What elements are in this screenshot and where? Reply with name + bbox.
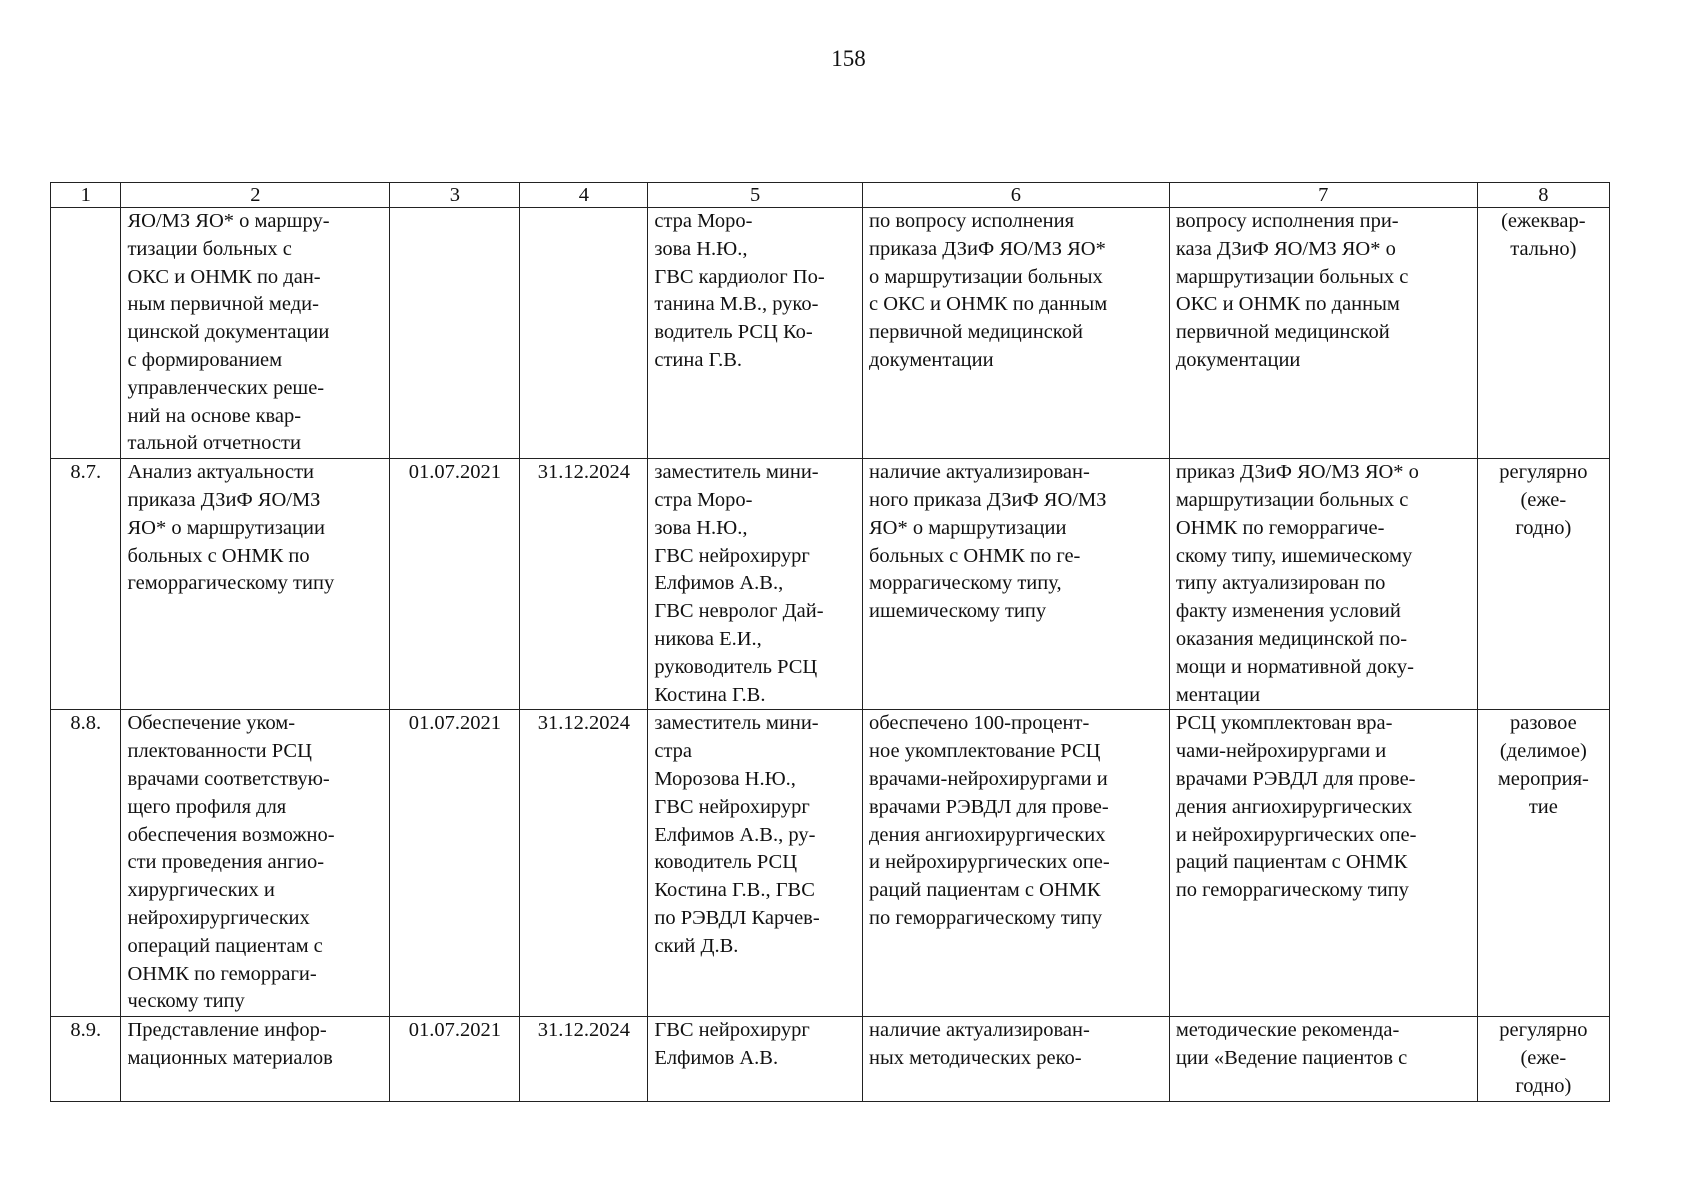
row-number: 8.7.: [51, 459, 121, 710]
start-date-cell: [390, 208, 520, 459]
start-date-cell: 01.07.2021: [390, 1017, 520, 1101]
header-row: [51, 183, 1610, 208]
page-number: 158: [831, 46, 866, 71]
row-number: 8.9.: [51, 1017, 121, 1101]
indicator-cell: обеспечено 100-процент- ное укомплектование РСЦ врачами-нейрохирургами и врачами РЭВДЛ для прове- дения ангиохирургических и нейрохирургических опе- раций пациентам с ОНМК по геморрагическому типу: [863, 710, 1170, 1017]
result-cell: методические рекоменда- ции «Ведение пациентов с: [1169, 1017, 1477, 1101]
table-row: [51, 208, 1610, 459]
period-cell: регулярно (еже- годно): [1477, 459, 1609, 710]
column-header: 8: [1477, 183, 1609, 208]
indicator-cell: наличие актуализирован- ных методических реко-: [863, 1017, 1170, 1101]
event-cell: ЯО/МЗ ЯО* о маршру- тизации больных с ОКС и ОНМК по дан- ным первичной меди- цинской документации с формированием управленческих реше- ний на основе квар- тальной отчетности: [121, 208, 390, 459]
event-cell: Представление инфор- мационных материалов: [121, 1017, 390, 1101]
start-date-cell: 01.07.2021: [390, 710, 520, 1017]
responsible-cell: стра Моро- зова Н.Ю., ГВС кардиолог По- танина М.В., руко- водитель РСЦ Ко- стина Г.В.: [648, 208, 863, 459]
event-cell: Обеспечение уком- плектованности РСЦ врачами соответствую- щего профиля для обеспечения возможно- сти проведения ангио- хирургических и нейрохирургических операций пациентам с ОНМК по геморраги- ческому типу: [121, 710, 390, 1017]
result-cell: вопросу исполнения при- каза ДЗиФ ЯО/МЗ ЯО* о маршрутизации больных с ОКС и ОНМК по данным первичной медицинской документации: [1169, 208, 1477, 459]
period-cell: регулярно (еже- годно): [1477, 1017, 1609, 1101]
end-date-cell: 31.12.2024: [520, 710, 648, 1017]
responsible-cell: заместитель мини- стра Морозова Н.Ю., ГВС нейрохирург Елфимов А.В., ру- ководитель РСЦ Костина Г.В., ГВС по РЭВДЛ Карчев- ский Д.В.: [648, 710, 863, 1017]
table-row: [51, 710, 1610, 1017]
end-date-cell: 31.12.2024: [520, 1017, 648, 1101]
table-row: [51, 1017, 1610, 1101]
end-date-cell: [520, 208, 648, 459]
table-row: [51, 459, 1610, 710]
period-cell: разовое (делимое) мероприя- тие: [1477, 710, 1609, 1017]
column-header: 3: [390, 183, 520, 208]
end-date-cell: 31.12.2024: [520, 459, 648, 710]
indicator-cell: наличие актуализирован- ного приказа ДЗиФ ЯО/МЗ ЯО* о маршрутизации больных с ОНМК по ге- моррагическому типу, ишемическому типу: [863, 459, 1170, 710]
result-cell: приказ ДЗиФ ЯО/МЗ ЯО* о маршрутизации больных с ОНМК по геморрагиче- скому типу, ишемическому типу актуализирован по факту изменения условий оказания медицинской по- мощи и нормативной доку- ментации: [1169, 459, 1477, 710]
period-cell: (ежеквар- тально): [1477, 208, 1609, 459]
responsible-cell: ГВС нейрохирург Елфимов А.В.: [648, 1017, 863, 1101]
column-header: 5: [648, 183, 863, 208]
plan-table: [50, 182, 1610, 1102]
column-header: 6: [863, 183, 1170, 208]
column-header: 4: [520, 183, 648, 208]
responsible-cell: заместитель мини- стра Моро- зова Н.Ю., ГВС нейрохирург Елфимов А.В., ГВС невролог Дай- никова Е.И., руководитель РСЦ Костина Г.В.: [648, 459, 863, 710]
result-cell: РСЦ укомплектован вра- чами-нейрохирургами и врачами РЭВДЛ для прове- дения ангиохирургических и нейрохирургических опе- раций пациентам с ОНМК по геморрагическому типу: [1169, 710, 1477, 1017]
row-number: [51, 208, 121, 459]
column-header: 2: [121, 183, 390, 208]
start-date-cell: 01.07.2021: [390, 459, 520, 710]
column-header: 1: [51, 183, 121, 208]
row-number: 8.8.: [51, 710, 121, 1017]
indicator-cell: по вопросу исполнения приказа ДЗиФ ЯО/МЗ ЯО* о маршрутизации больных с ОКС и ОНМК по данным первичной медицинской документации: [863, 208, 1170, 459]
column-header: 7: [1169, 183, 1477, 208]
event-cell: Анализ актуальности приказа ДЗиФ ЯО/МЗ ЯО* о маршрутизации больных с ОНМК по геморрагическому типу: [121, 459, 390, 710]
